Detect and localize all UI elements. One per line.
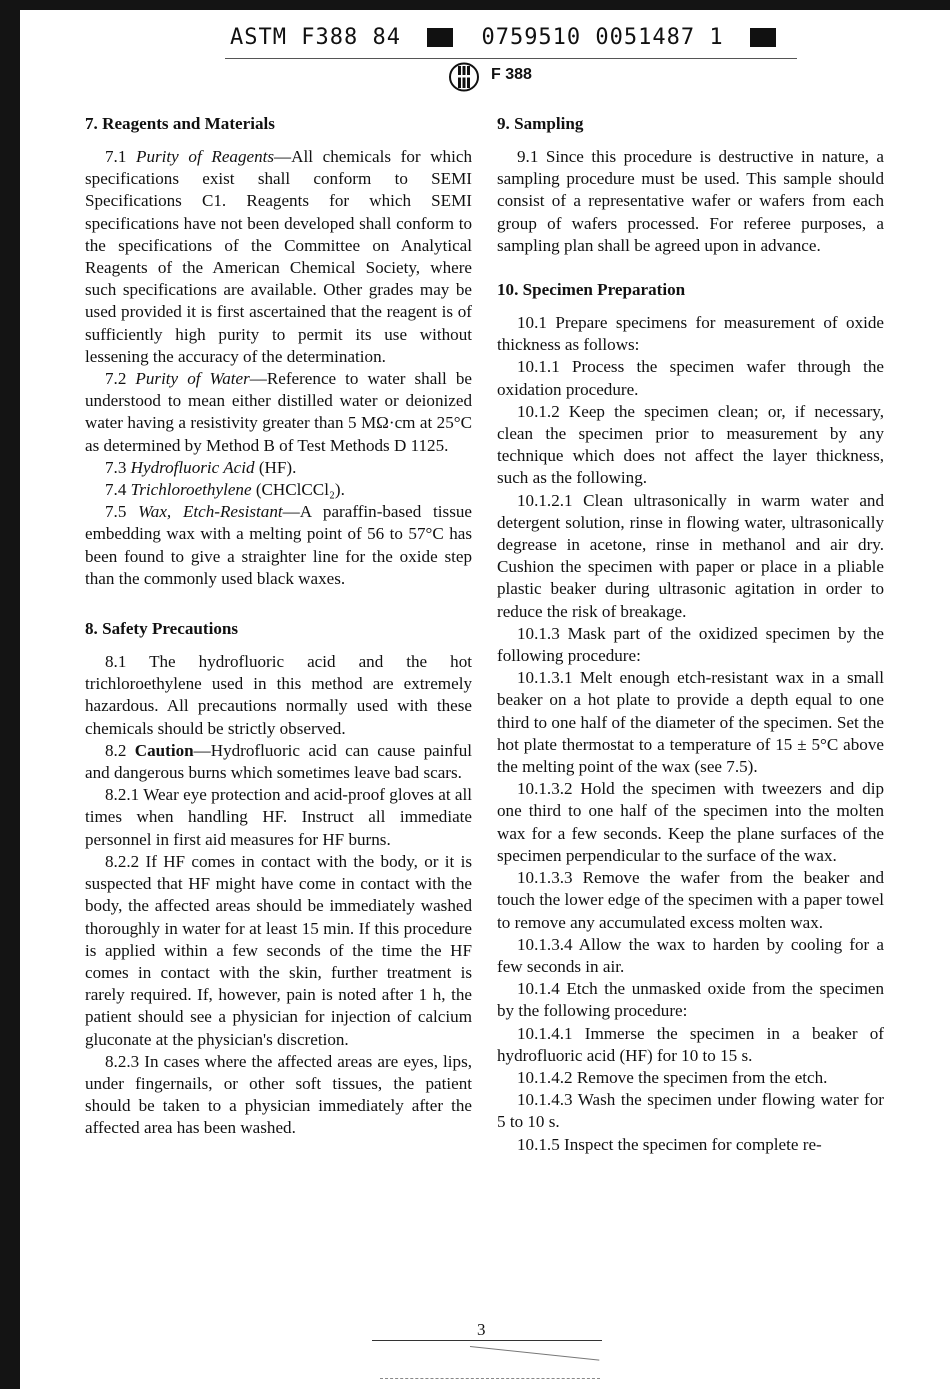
paragraph-text: 7.2 bbox=[105, 369, 136, 389]
left-paragraph bbox=[85, 851, 472, 1051]
paragraph-text: 10.1.3.4 Allow the wax to harden by cooling for a few seconds in air. bbox=[497, 934, 884, 976]
paragraph-text: 10.1.2 Keep the specimen clean; or, if necessary, clean the specimen prior to measurement by any technique which does not affect the layer thickness, such as the following. bbox=[497, 401, 884, 488]
paragraph-text: 10.1.3.3 Remove the wafer from the beaker and touch the lower edge of the specimen with a paper towel to remove any accumulated excess molten wax. bbox=[497, 868, 884, 932]
right-column bbox=[497, 110, 884, 1156]
footer-rule-slant bbox=[470, 1346, 599, 1361]
right-paragraph bbox=[497, 1023, 884, 1067]
paragraph-title: Purity of Water bbox=[135, 369, 250, 389]
paragraph-text: 7.4 bbox=[105, 480, 131, 500]
paragraph-text: 8.2.3 In cases where the affected areas are eyes, lips, under fingernails, or other soft tissues, the patient should be taken to a physician immediately after the affected area has been washed. bbox=[85, 1051, 472, 1138]
scan-edge-left bbox=[0, 0, 20, 1389]
paragraph-text: 10.1.3.2 Hold the specimen with tweezers and dip one third to one half of the specimen into the molten wax for a few seconds. Keep the plane surfaces of the specimen perpendicular to the surface of the wax. bbox=[497, 779, 884, 865]
paragraph-text: 10.1.4.3 Wash the specimen under flowing water for 5 to 10 s. bbox=[497, 1090, 884, 1132]
paragraph-title: Trichloroethylene bbox=[130, 480, 252, 500]
paragraph-text: 7.1 bbox=[105, 147, 137, 166]
paragraph-text: 10.1.3.1 Melt enough etch-resistant wax in a small beaker on a hot plate to provide a depth equal to one third to one half of the diameter of the specimen. Set the hot plate thermostat to a temperature of 15 ± 5°C above the melting point of the wax (see 7.5). bbox=[497, 668, 884, 777]
left-spacer bbox=[85, 590, 472, 612]
paragraph-text: 8.2.2 If HF comes in contact with the body, or it is suspected that HF might have come in contact with the body, the affected areas should be immediately washed thoroughly in water for at least 15 min. If this procedure is applied within a few seconds of the time the HF comes in contact with the skin, further treatment is rarely required. If, however, pain is noted after 1 h, the patient should see a physician for injection of calcium gluconate at the physician's discretion. bbox=[85, 851, 472, 1049]
paragraph-text: 7.3 bbox=[105, 457, 131, 477]
right-paragraph bbox=[497, 978, 884, 1022]
document-header bbox=[230, 24, 790, 60]
right-spacer bbox=[497, 257, 884, 273]
left-section-heading: 8. Safety Precautions bbox=[85, 619, 239, 639]
header-left-code: ASTM F388 84 bbox=[230, 24, 401, 50]
standard-designation: F 388 bbox=[491, 66, 532, 83]
left-paragraph bbox=[85, 479, 472, 501]
left-paragraph bbox=[85, 784, 472, 851]
paragraph-text: 10.1.5 Inspect the specimen for complete re- bbox=[517, 1134, 822, 1154]
left-paragraph bbox=[85, 501, 472, 590]
right-paragraph bbox=[497, 146, 884, 257]
caution-label: Caution bbox=[134, 740, 194, 760]
right-paragraph bbox=[497, 934, 884, 978]
right-paragraph bbox=[497, 1067, 884, 1089]
paragraph-text: 10.1.2.1 Clean ultrasonically in warm water and detergent solution, rinse in flowing water, ultrasonically degrease in acetone, rinse in methanol and air dry. Cushion the specimen with paper or place in a pliable plastic beaker during ultrasonic agitation in order to reduce the risk of breakage. bbox=[497, 490, 884, 621]
left-paragraph bbox=[85, 740, 472, 784]
paragraph-text: —All chemicals for which specifications exist shall conform to SEMI Specifications C1. Reagents for which SEMI specifications have not been developed shall conform to the specifications of the Committee on Analytical Reagents of the American Chemical Society, where such specifications are available. Other grades may be used provided it is first ascertained that the reagent is of sufficiently high purity to permit its use without lessening the accuracy of the determination. bbox=[85, 147, 472, 366]
right-section-heading: 9. Sampling bbox=[497, 114, 584, 133]
left-paragraph bbox=[85, 1051, 472, 1140]
header-block-mark bbox=[427, 28, 453, 47]
paragraph-text: 8.2 bbox=[105, 740, 135, 760]
paragraph-text: 10.1.3 Mask part of the oxidized specimen by the following procedure: bbox=[497, 623, 884, 666]
right-paragraph bbox=[497, 778, 884, 867]
header-block-mark-end bbox=[750, 28, 776, 47]
right-paragraph bbox=[497, 1089, 884, 1133]
left-section-heading: 7. Reagents and Materials bbox=[85, 114, 275, 133]
paragraph-text: 7.5 bbox=[105, 502, 139, 522]
left-column bbox=[85, 110, 472, 1140]
header-rule bbox=[225, 58, 797, 59]
left-paragraph bbox=[85, 651, 472, 740]
right-paragraph bbox=[497, 867, 884, 934]
paragraph-title: Wax, Etch-Resistant bbox=[138, 502, 283, 522]
right-paragraph bbox=[497, 312, 884, 356]
paragraph-text: —Hydrofluoric acid can cause painful and dangerous burns which sometimes leave bad scars. bbox=[85, 740, 473, 783]
paragraph-text: —A paraffin-based tissue embedding wax with a melting point of 56 to 57°C has been found to give a straighter line for the oxide step than the commonly used black waxes. bbox=[85, 502, 472, 588]
paragraph-text: (HF). bbox=[254, 457, 297, 477]
right-section-heading: 10. Specimen Preparation bbox=[497, 280, 686, 300]
paragraph-text: 10.1.4.1 Immerse the specimen in a beaker of hydrofluoric acid (HF) for 10 to 15 s. bbox=[497, 1023, 884, 1065]
paragraph-text: 10.1.1 Process the specimen wafer through the oxidation procedure. bbox=[497, 357, 884, 399]
paragraph-title: Hydrofluoric Acid bbox=[130, 457, 255, 477]
paragraph-text: 10.1.4.2 Remove the specimen from the etch. bbox=[517, 1067, 828, 1087]
scan-edge-top bbox=[0, 0, 950, 10]
paragraph-text: 10.1 Prepare specimens for measurement of oxide thickness as follows: bbox=[497, 313, 884, 355]
footer-rule-bottom bbox=[380, 1378, 600, 1379]
paragraph-text: 8.1 The hydrofluoric acid and the hot trichloroethylene used in this method are extremely hazardous. All precautions normally used with these chemicals should be strictly observed. bbox=[85, 652, 472, 738]
paragraph-text: (CHClCCl₂). bbox=[251, 480, 345, 500]
paragraph-text: 8.2.1 Wear eye protection and acid-proof gloves at all times when handling HF. Instruct all immediate personnel in first aid measures for HF burns. bbox=[85, 785, 472, 849]
left-paragraph bbox=[85, 457, 472, 479]
right-paragraph bbox=[497, 667, 884, 778]
right-paragraph bbox=[497, 356, 884, 400]
left-paragraph bbox=[85, 146, 472, 368]
right-paragraph bbox=[497, 401, 884, 490]
right-paragraph bbox=[497, 490, 884, 623]
paragraph-text: 10.1.4 Etch the unmasked oxide from the specimen by the following procedure: bbox=[497, 979, 884, 1021]
right-paragraph bbox=[497, 623, 884, 667]
footer-rule bbox=[372, 1340, 602, 1341]
paragraph-title: Purity of Reagents bbox=[136, 147, 275, 166]
paragraph-text: 9.1 Since this procedure is destructive in nature, a sampling procedure must be used. This sample should consist of a representative wafer or wafers from each group of wafers processed. For referee purposes, a sampling plan shall be agreed upon in advance. bbox=[497, 147, 884, 255]
paragraph-text: —Reference to water shall be understood to mean either distilled water or deionized water having a resistivity greater than 5 MΩ·cm at 25°C as determined by Method B of Test Methods D 1125. bbox=[85, 369, 472, 455]
left-paragraph bbox=[85, 368, 472, 457]
right-paragraph bbox=[497, 1134, 884, 1156]
page-number: 3 bbox=[477, 1320, 486, 1339]
astm-logo-icon bbox=[448, 62, 480, 92]
header-mid-code: 0759510 0051487 1 bbox=[481, 24, 724, 50]
